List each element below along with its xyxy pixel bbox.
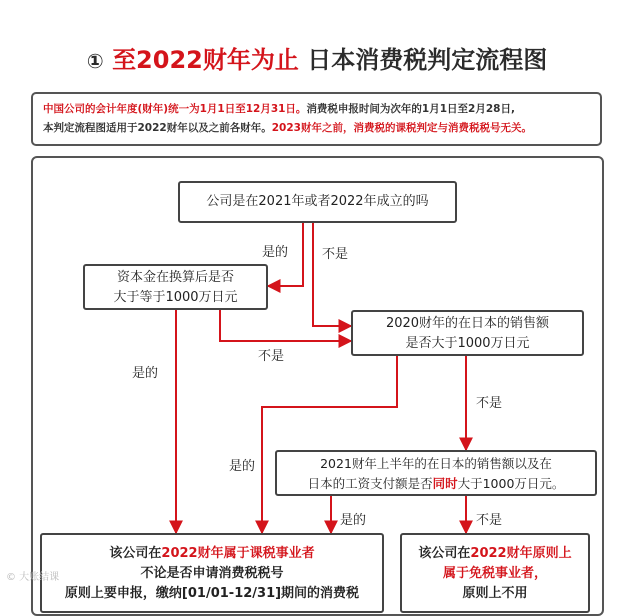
label-yes-q3: 是的: [229, 459, 256, 474]
q4-line-1: 2021财年上半年的在日本的销售额以及在: [320, 456, 552, 471]
q3-line-2: 是否大于1000万日元: [405, 336, 530, 351]
r2-line1-a: 该公司在: [418, 546, 471, 561]
q2-line-1: 资本金在换算后是否: [116, 270, 234, 285]
arrow-q3-yes: [262, 356, 397, 533]
r2-line-1: [402, 544, 588, 564]
arrow-q1-no: [313, 222, 351, 326]
title-red-part: 至2022财年为止: [112, 46, 299, 74]
r2-line-3: 原则上不用: [462, 586, 528, 601]
question-box-2021-half-sales: [275, 450, 597, 496]
r1-line1-a: 该公司在: [109, 546, 162, 561]
q1-text: 公司是在2021年或者2022年成立的吗: [206, 194, 429, 209]
label-no-q1: 不是: [322, 247, 349, 262]
label-yes-q1: 是的: [262, 245, 289, 260]
title-number: ①: [86, 49, 104, 73]
note-line2-red: 2023财年之前，消费税的课税判定与消费税税号无关。: [271, 122, 532, 134]
label-no-q4: 不是: [476, 513, 503, 528]
q4-line2-red: 同时: [432, 476, 458, 491]
note-line1-red: 中国公司的会计年度(财年)统一为1月1日至12月31日。: [43, 103, 307, 115]
q4-line-2: [277, 474, 595, 494]
label-no-q2: 不是: [258, 349, 285, 364]
label-yes-q2: 是的: [132, 366, 159, 381]
question-box-capital: [83, 264, 268, 310]
q3-line-1: 2020财年的在日本的销售额: [385, 316, 550, 331]
q2-line-2: 大于等于1000万日元: [113, 290, 238, 305]
r2-line-2: 属于免税事业者，: [442, 566, 547, 581]
r1-line-2: 不论是否申请消费税税号: [140, 566, 284, 581]
r1-line-1: [42, 544, 382, 564]
result-box-exempt: [400, 533, 590, 613]
r1-line-3: 原则上要申报，缴纳[01/01-12/31]期间的消费税: [64, 586, 360, 601]
label-yes-q4: 是的: [340, 513, 367, 528]
title-black-part: 日本消费税判定流程图: [307, 46, 548, 74]
note-line2-black: 本判定流程图适用于2022财年以及之前各财年。: [43, 122, 272, 134]
result-box-taxable: [40, 533, 384, 613]
watermark: © 大账结课: [6, 572, 60, 583]
r1-line1-red: 2022财年属于课税事业者: [161, 546, 315, 561]
r2-line1-red: 2022财年原则上: [470, 546, 572, 561]
question-box-founded: [178, 181, 457, 223]
question-box-2020-sales: [351, 310, 584, 356]
note-line1-black: 消费税申报时间为次年的1月1日至2月28日,: [306, 103, 515, 115]
q4-line2-b: 大于1000万日元。: [457, 476, 565, 491]
label-no-q3: 不是: [476, 396, 503, 411]
q4-line2-a: 日本的工资支付额是否: [307, 476, 433, 491]
